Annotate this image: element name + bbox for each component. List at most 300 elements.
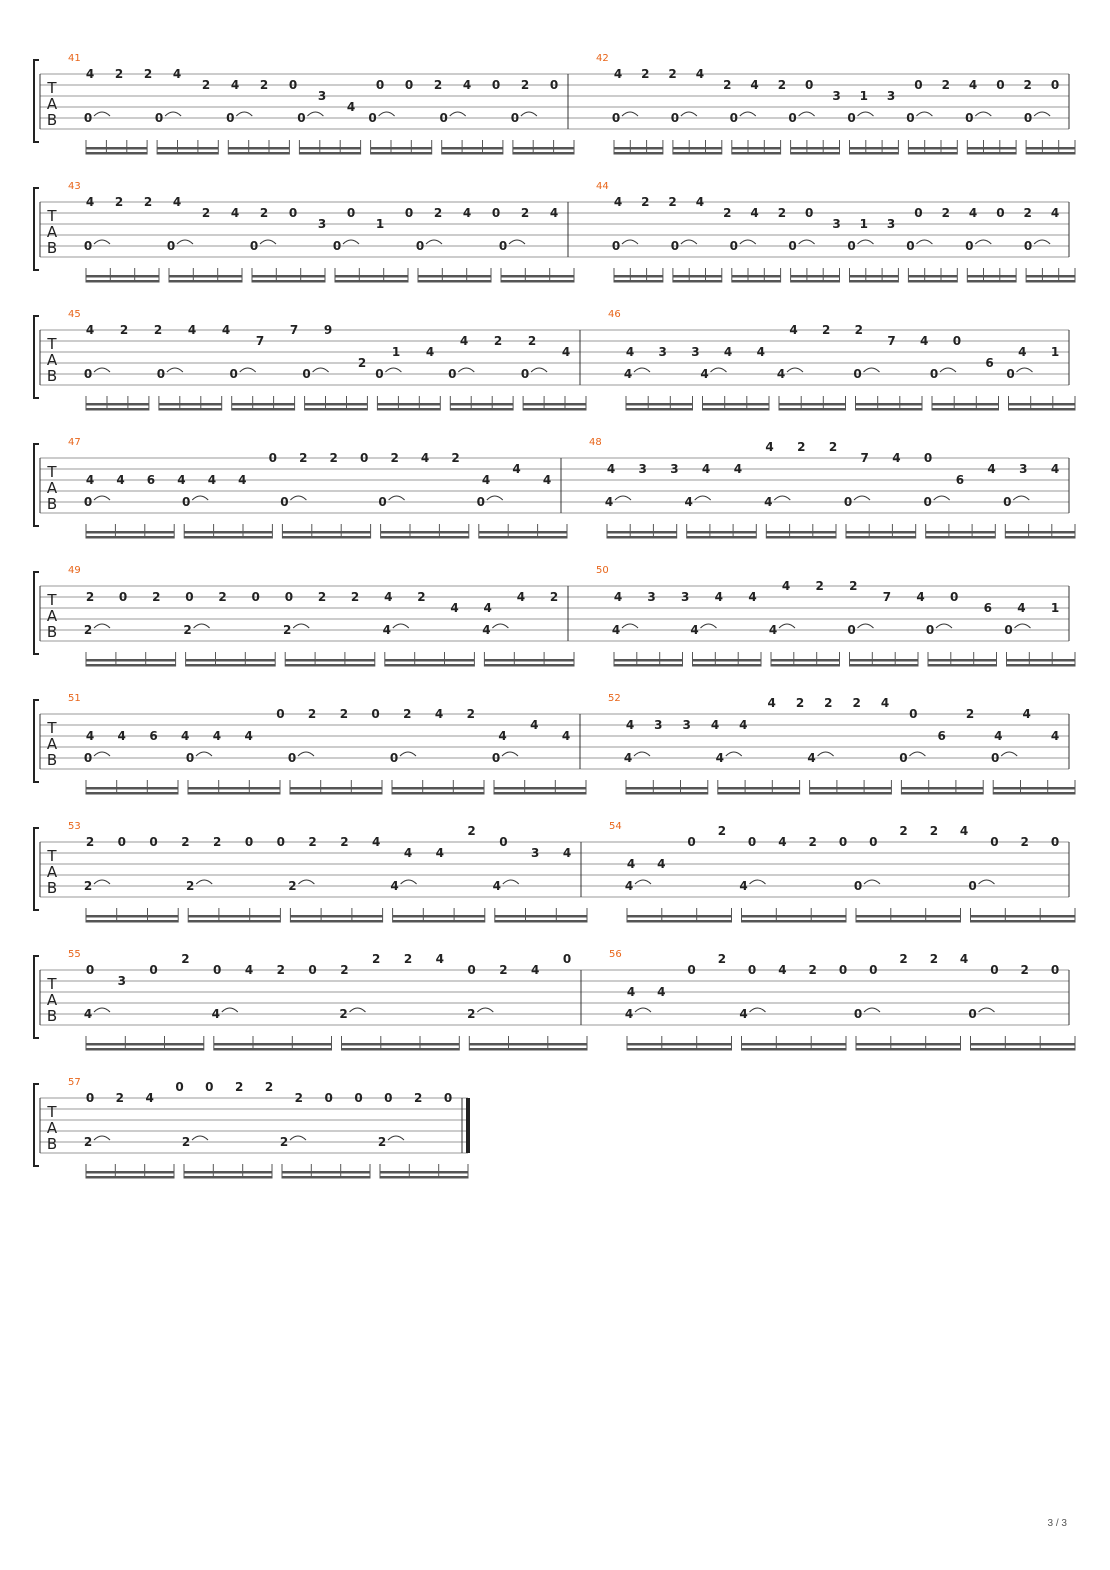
beam <box>791 147 840 150</box>
bass-fret-number: 4 <box>739 879 748 893</box>
beam <box>385 664 475 667</box>
beam <box>1009 403 1076 406</box>
bass-fret-number: 0 <box>229 367 238 381</box>
tab-clef-letter: T <box>47 1103 57 1121</box>
fret-number: 0 <box>117 835 126 849</box>
beam <box>971 920 1076 923</box>
beam <box>494 787 586 790</box>
beam <box>469 1048 587 1051</box>
beam <box>771 659 840 662</box>
tie <box>979 880 995 884</box>
fret-number: 4 <box>968 78 978 92</box>
tab-clef-letter: T <box>47 207 57 225</box>
tie <box>290 496 306 500</box>
tie <box>1017 368 1033 372</box>
fret-number: 4 <box>384 590 393 604</box>
beam <box>305 403 368 406</box>
fret-number: 2 <box>854 323 863 337</box>
fret-number: 3 <box>638 462 647 476</box>
beam <box>380 1171 468 1174</box>
fret-number: 4 <box>750 78 759 92</box>
beam <box>626 408 693 411</box>
tie <box>864 368 880 372</box>
fret-number: 2 <box>114 195 124 209</box>
bass-fret-number: 0 <box>83 367 93 381</box>
fret-number: 2 <box>641 67 650 81</box>
tie <box>385 368 401 372</box>
fret-number: 4 <box>561 345 571 359</box>
tab-system <box>34 821 1075 923</box>
measure <box>68 949 587 1051</box>
tie <box>1001 752 1017 756</box>
beam <box>252 275 325 278</box>
fret-number: 4 <box>959 952 969 966</box>
tab-system <box>34 693 1075 795</box>
fret-number: 6 <box>149 729 158 743</box>
measure-number: 43 <box>68 181 81 192</box>
tie <box>787 368 803 372</box>
fret-number: 2 <box>668 67 677 81</box>
measure <box>68 821 587 923</box>
fret-number: 0 <box>869 963 878 977</box>
fret-number: 2 <box>808 963 817 977</box>
fret-number: 4 <box>238 473 247 487</box>
fret-number: 4 <box>606 462 616 476</box>
beam <box>1007 664 1076 667</box>
fret-number: 4 <box>244 729 253 743</box>
beam <box>214 1048 332 1051</box>
tab-clef-letter: T <box>47 719 57 737</box>
fret-number: 4 <box>172 195 182 209</box>
beam <box>673 147 722 150</box>
tie <box>940 368 956 372</box>
bass-fret-number: 4 <box>83 1007 93 1021</box>
tie <box>622 240 638 244</box>
fret-number: 0 <box>404 206 414 220</box>
beam <box>381 531 469 534</box>
tie <box>779 624 795 628</box>
fret-number: 4 <box>346 100 356 114</box>
system-bracket <box>34 956 39 1038</box>
measure <box>68 693 586 795</box>
tie <box>975 240 991 244</box>
beam <box>86 1176 174 1179</box>
beam <box>993 792 1075 795</box>
bass-fret-number: 4 <box>624 1007 634 1021</box>
fret-number: 7 <box>882 590 892 604</box>
fret-number: 4 <box>85 67 95 81</box>
beam <box>442 147 503 150</box>
fret-number: 2 <box>143 195 153 209</box>
fret-number: 4 <box>531 963 540 977</box>
beam <box>742 915 847 918</box>
bass-fret-number: 0 <box>847 111 856 125</box>
fret-number: 3 <box>886 89 896 103</box>
system-bracket <box>34 572 39 654</box>
bass-fret-number: 4 <box>776 367 786 381</box>
fret-number: 9 <box>323 323 333 337</box>
beam <box>86 403 149 406</box>
beam <box>627 1048 732 1051</box>
beam <box>908 275 957 278</box>
measure-number: 52 <box>608 693 621 704</box>
measure-number: 54 <box>609 821 622 832</box>
tie <box>858 112 874 116</box>
beam <box>232 403 295 406</box>
fret-number: 3 <box>886 217 896 231</box>
bass-fret-number: 0 <box>1006 367 1015 381</box>
bass-fret-number: 0 <box>843 495 853 509</box>
bass-fret-number: 4 <box>739 1007 748 1021</box>
beam <box>159 408 222 411</box>
fret-number: 0 <box>805 78 814 92</box>
bass-fret-number: 0 <box>929 367 939 381</box>
bass-fret-number: 0 <box>498 239 508 253</box>
fret-number: 0 <box>990 963 999 977</box>
fret-number: 4 <box>613 195 623 209</box>
beam <box>1005 536 1075 539</box>
tab-clef-letter: T <box>47 847 57 865</box>
fret-number: 3 <box>317 217 327 231</box>
fret-number: 2 <box>451 451 460 465</box>
tie <box>192 496 208 500</box>
bass-fret-number: 2 <box>377 1135 387 1149</box>
fret-number: 4 <box>403 846 413 860</box>
fret-number: 0 <box>85 963 95 977</box>
fret-number: 1 <box>375 217 385 231</box>
fret-number: 3 <box>317 89 327 103</box>
beam <box>926 536 996 539</box>
fret-number: 4 <box>221 323 231 337</box>
beam <box>385 659 475 662</box>
measure <box>589 437 1075 539</box>
beam <box>626 403 693 406</box>
tie <box>94 240 110 244</box>
bass-fret-number: 2 <box>83 879 93 893</box>
beam <box>703 408 770 411</box>
beam <box>732 147 781 150</box>
tie <box>934 496 950 500</box>
fret-number: 4 <box>172 67 182 81</box>
fret-number: 0 <box>185 590 194 604</box>
tab-clef-letter: B <box>46 111 58 129</box>
bass-fret-number: 2 <box>283 623 292 637</box>
fret-number: 2 <box>815 579 824 593</box>
tab-clef-letter: A <box>46 991 58 1009</box>
tab-system <box>34 949 1075 1051</box>
fret-number: 3 <box>691 345 700 359</box>
fret-number: 4 <box>230 206 240 220</box>
tie <box>622 112 638 116</box>
tie <box>634 752 650 756</box>
beam <box>159 403 222 406</box>
beam <box>771 664 840 667</box>
fret-number: 4 <box>562 846 572 860</box>
bass-fret-number: 0 <box>280 495 289 509</box>
fret-number: 2 <box>294 1091 303 1105</box>
bass-fret-number: 0 <box>491 751 501 765</box>
fret-number: 3 <box>682 718 691 732</box>
fret-number: 4 <box>1050 729 1060 743</box>
tab-clef-letter: A <box>46 351 58 369</box>
tab-system <box>34 565 1075 667</box>
measure-number: 57 <box>68 1077 81 1088</box>
beam <box>1007 659 1076 662</box>
fret-number: 2 <box>808 835 817 849</box>
fret-number: 4 <box>177 473 186 487</box>
fret-number: 2 <box>143 67 153 81</box>
fret-number: 4 <box>542 473 552 487</box>
fret-number: 2 <box>433 78 443 92</box>
bass-fret-number: 0 <box>439 111 448 125</box>
tie <box>1015 624 1031 628</box>
measure <box>608 693 1075 795</box>
fret-number: 2 <box>329 451 338 465</box>
fret-number: 2 <box>777 206 787 220</box>
tab-clef-letter: A <box>46 479 58 497</box>
tab-clef-letter: B <box>46 1135 58 1153</box>
beam <box>523 403 586 406</box>
beam <box>850 147 899 150</box>
bass-fret-number: 0 <box>965 111 974 125</box>
beam <box>188 920 280 923</box>
fret-number: 2 <box>339 707 349 721</box>
fret-number: 0 <box>747 963 757 977</box>
fret-number: 4 <box>512 462 521 476</box>
bass-fret-number: 0 <box>415 239 425 253</box>
fret-number: 4 <box>625 718 635 732</box>
beam <box>850 275 899 278</box>
tab-clef-letter: B <box>46 239 58 257</box>
bass-fret-number: 0 <box>899 751 908 765</box>
beam <box>184 1171 272 1174</box>
fret-number: 2 <box>181 835 190 849</box>
beam <box>484 664 574 667</box>
bass-fret-number: 0 <box>476 495 485 509</box>
tie <box>298 880 314 884</box>
fret-number: 0 <box>443 1091 453 1105</box>
system-bracket <box>34 188 39 270</box>
fret-number: 2 <box>849 579 858 593</box>
fret-number: 4 <box>695 67 705 81</box>
bass-fret-number: 4 <box>690 623 699 637</box>
tab-clef-letter: T <box>47 335 57 353</box>
tie <box>750 880 766 884</box>
bass-fret-number: 2 <box>183 623 192 637</box>
tab-system <box>34 53 1075 155</box>
beam <box>614 152 663 155</box>
fret-number: 4 <box>748 590 757 604</box>
fret-number: 0 <box>914 78 923 92</box>
tie <box>975 112 991 116</box>
tie <box>313 368 329 372</box>
beam <box>186 659 276 662</box>
bass-fret-number: 0 <box>853 879 863 893</box>
bass-fret-number: 0 <box>670 239 680 253</box>
beam <box>86 659 176 662</box>
fret-number: 4 <box>516 590 526 604</box>
beam <box>290 915 382 918</box>
fret-number: 2 <box>797 440 806 454</box>
beam <box>86 915 178 918</box>
tie <box>634 368 650 372</box>
beam <box>450 408 513 411</box>
tie <box>909 752 925 756</box>
beam <box>908 280 957 283</box>
bass-fret-number: 4 <box>700 367 709 381</box>
beam <box>184 1176 272 1179</box>
fret-number: 2 <box>357 356 367 370</box>
beam <box>342 1048 460 1051</box>
tie <box>818 752 834 756</box>
tie <box>196 880 212 884</box>
fret-number: 0 <box>284 590 294 604</box>
bass-fret-number: 0 <box>520 367 530 381</box>
fret-number: 2 <box>965 707 975 721</box>
fret-number: 7 <box>289 323 299 337</box>
fret-number: 0 <box>276 835 285 849</box>
tie <box>509 240 525 244</box>
beam <box>282 1171 370 1174</box>
beam <box>86 280 159 283</box>
tie <box>389 496 405 500</box>
fret-number: 2 <box>824 696 833 710</box>
fret-number: 3 <box>117 974 126 988</box>
bass-fret-number: 0 <box>847 239 856 253</box>
bass-fret-number: 4 <box>482 623 491 637</box>
tie <box>635 1008 651 1012</box>
bass-fret-number: 0 <box>185 751 195 765</box>
fret-number: 0 <box>909 707 918 721</box>
fret-number: 2 <box>493 334 503 348</box>
bass-fret-number: 0 <box>1023 111 1033 125</box>
beam <box>86 1043 204 1046</box>
tie <box>1013 496 1029 500</box>
fret-number: 2 <box>641 195 650 209</box>
fret-number: 4 <box>657 857 666 871</box>
beam <box>335 275 408 278</box>
tab-clef-letter: A <box>46 95 58 113</box>
fret-number: 4 <box>425 345 435 359</box>
tab-clef-letter: A <box>46 863 58 881</box>
beam <box>305 408 368 411</box>
beam <box>856 1048 961 1051</box>
fret-number: 4 <box>789 323 798 337</box>
beam <box>188 787 280 790</box>
bass-fret-number: 0 <box>968 1007 977 1021</box>
tie <box>260 240 276 244</box>
beam <box>693 659 762 662</box>
fret-number: 7 <box>860 451 869 465</box>
tie <box>388 1136 404 1140</box>
fret-number: 3 <box>832 217 841 231</box>
fret-number: 2 <box>929 824 939 838</box>
tab-clef-letter: B <box>46 751 58 769</box>
beam <box>380 1176 468 1179</box>
beam <box>766 531 836 534</box>
bass-fret-number: 4 <box>211 1007 220 1021</box>
beam <box>742 1048 847 1051</box>
beam <box>86 792 178 795</box>
system-bracket <box>34 828 39 910</box>
beam <box>614 275 663 278</box>
fret-number: 0 <box>308 963 317 977</box>
tie <box>864 880 880 884</box>
beam <box>86 1048 204 1051</box>
fret-number: 2 <box>723 78 732 92</box>
fret-number: 0 <box>491 206 501 220</box>
measure <box>68 53 574 155</box>
tab-clef-letter: B <box>46 367 58 385</box>
fret-number: 0 <box>950 590 959 604</box>
fret-number: 2 <box>668 195 677 209</box>
fret-number: 4 <box>959 824 969 838</box>
tab-clef-letter: T <box>47 591 57 609</box>
measure <box>608 309 1075 411</box>
fret-number: 0 <box>1050 78 1060 92</box>
beam <box>810 787 892 790</box>
fret-number: 0 <box>687 963 696 977</box>
fret-number: 4 <box>695 195 705 209</box>
fret-number: 2 <box>433 206 443 220</box>
beam <box>928 659 997 662</box>
bass-fret-number: 0 <box>1003 495 1012 509</box>
beam <box>86 531 174 534</box>
beam <box>381 536 469 539</box>
bass-fret-number: 0 <box>611 239 621 253</box>
fret-number: 0 <box>276 707 285 721</box>
system-bracket <box>34 60 39 142</box>
beam <box>371 152 432 155</box>
beam <box>627 920 732 923</box>
beam <box>926 531 996 534</box>
fret-number: 0 <box>324 1091 333 1105</box>
beam <box>377 408 440 411</box>
beam <box>971 1043 1076 1046</box>
beam <box>967 275 1016 278</box>
page-number: 3 / 3 <box>1047 1518 1067 1529</box>
bass-fret-number: 0 <box>847 623 856 637</box>
fret-number: 4 <box>450 601 459 615</box>
fret-number: 2 <box>85 590 95 604</box>
fret-number: 4 <box>530 718 539 732</box>
fret-number: 4 <box>85 195 95 209</box>
beam <box>908 152 957 155</box>
beam <box>188 792 280 795</box>
fret-number: 2 <box>1023 206 1032 220</box>
beam <box>718 792 800 795</box>
fret-number: 2 <box>264 1080 274 1094</box>
bass-fret-number: 0 <box>287 751 297 765</box>
beam <box>393 915 485 918</box>
fret-number: 4 <box>987 462 996 476</box>
beam <box>184 536 272 539</box>
fret-number: 1 <box>859 89 868 103</box>
tab-clef-letter: A <box>46 1119 58 1137</box>
beam <box>86 152 147 155</box>
bass-fret-number: 0 <box>968 879 977 893</box>
tie <box>94 624 110 628</box>
beam <box>86 408 149 411</box>
tie <box>502 752 518 756</box>
tab-clef-letter: A <box>46 223 58 241</box>
fret-number: 0 <box>354 1091 363 1105</box>
bass-fret-number: 4 <box>764 495 773 509</box>
bass-fret-number: 2 <box>279 1135 289 1149</box>
measure-number: 50 <box>596 565 609 576</box>
fret-number: 2 <box>350 590 360 604</box>
beam <box>614 280 663 283</box>
